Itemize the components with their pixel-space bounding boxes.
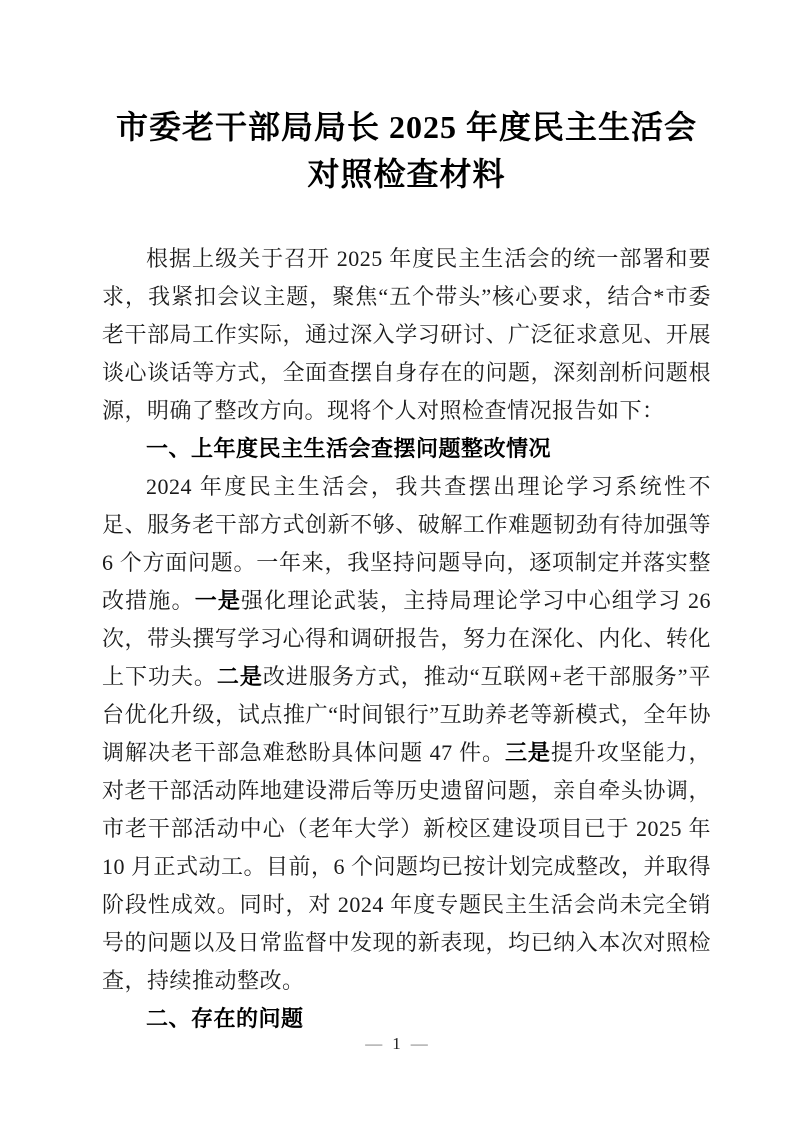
footer-dash-right: —	[410, 1034, 428, 1053]
page-number: 1	[392, 1034, 401, 1053]
intro-paragraph: 根据上级关于召开 2025 年度民主生活会的统一部署和要求，我紧扣会议主题，聚焦“五个带头”核心要求，结合*市委老干部局工作实际，通过深入学习研讨、广泛征求意见、开展谈心谈话等方式，全面查摆自身存在的问题，深刻剖析问题根源，明确了整改方向。现将个人对照检查情况报告如下：	[102, 246, 711, 423]
page-footer	[0, 1032, 793, 1056]
section-1-paragraph: 2024 年度民主生活会，我共查摆出理论学习系统性不足、服务老干部方式创新不够、破解工作难题韧劲有待加强等 6 个方面问题。一年来，我坚持问题导向，逐项制定并落实整改措施。一是强化理论武装，主持局理论学习中心组学习 26 次，带头撰写学习心得和调研报告，努力在深化、内化、转化上下功夫。二是改进服务方式，推动“互联网+老干部服务”平台优化升级，试点推广“时间银行”互助养老等新模式，全年协调解决老干部急难愁盼具体问题 47 件。三是提升攻坚能力，对老干部活动阵地建设滞后等历史遗留问题，亲自牵头协调，市老干部活动中心（老年大学）新校区建设项目已于 2025 年 10 月正式动工。目前，6 个问题均已按计划完成整改，并取得阶段性成效。同时，对 2024 年度专题民主生活会尚未完全销号的问题以及日常监督中发现的新表现，均已纳入本次对照检查，持续推动整改。	[102, 474, 712, 993]
section-heading-1: 一、上年度民主生活会查摆问题整改情况	[146, 436, 552, 461]
section-heading-2: 二、存在的问题	[146, 1006, 304, 1031]
document-title	[102, 104, 711, 198]
document-title-line-2: 对照检查材料	[307, 156, 506, 192]
document-title-line-1: 市委老干部局局长 2025 年度民主生活会	[115, 109, 697, 145]
footer-dash-left: —	[365, 1034, 383, 1053]
